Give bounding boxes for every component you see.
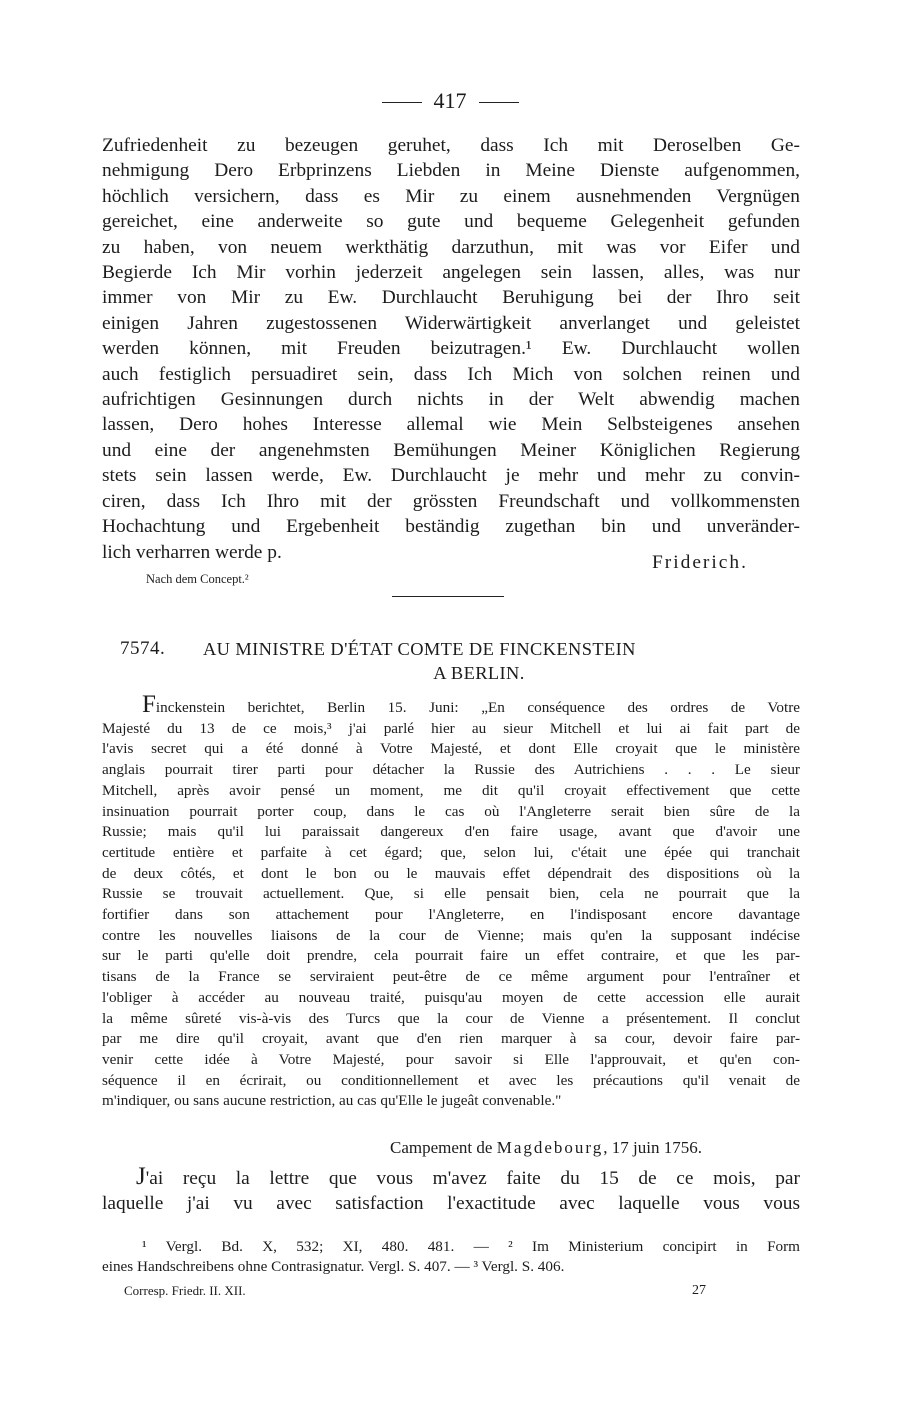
page-header	[0, 88, 900, 114]
text-line: par me dire qu'il croyait, avant que d'en rien marquer à sa cour, devoir faire par-	[102, 1030, 800, 1048]
text-line: l'obliger à accéder au nouveau traité, puisqu'au moyen de cette accession elle aurait	[102, 988, 800, 1006]
text-line: lassen, Dero hohes Interesse allemal wie Mein Selbsteigenes ansehen	[102, 414, 800, 436]
text-line: séquence il en écrirait, ou conditionnellement et avec les précautions qu'il venait de	[102, 1071, 800, 1089]
dateline-date: , 17 juin 1756.	[603, 1138, 702, 1157]
text-fragment: 'ai reçu la lettre que vous m'avez faite du 15 de ce mois, par	[145, 1168, 800, 1189]
footnotes	[102, 1237, 800, 1277]
text-line: Majesté du 13 de ce mois,³ j'ai parlé hier au sieur Mitchell et lui ai fait part de	[102, 719, 800, 737]
text-line: einigen Jahren zugestossenen Widerwärtigkeit anverlanget und geleistet	[102, 312, 800, 334]
text-line: la même sûreté vis-à-vis des Turcs que la cour de Vienne a présentement. Il conclut	[102, 1009, 800, 1027]
text-line	[102, 691, 800, 719]
text-line: und eine der angenehmsten Bemühungen Meiner Königlichen Regierung	[102, 439, 800, 461]
letter-body-french	[102, 1164, 800, 1217]
text-line: gereichet, eine anderweite so gute und bequeme Gelegenheit gefunden	[102, 211, 800, 233]
text-line: Russie; mais qu'il lui paraissait dangereux d'en faire usage, avant que d'avoir une	[102, 823, 800, 841]
footer-signature-mark: Corresp. Friedr. II. XII.	[124, 1283, 246, 1298]
text-line: Zufriedenheit zu bezeugen geruhet, dass Ich mit Deroselben Ge-	[102, 135, 800, 156]
text-line: certitude entière et parfaite à cet égard; que, selon lui, c'était une épée qui tranchait	[102, 843, 800, 861]
text-line: zu haben, von neuem werkthätig darzuthun, mit was vor Eifer und	[102, 236, 800, 258]
heading-line: AU MINISTRE D'ÉTAT COMTE DE FINCKENSTEIN	[203, 639, 636, 659]
text-line: aufrichtigen Gesinnungen durch nichts in der Welt abwendig machen	[102, 389, 800, 411]
header-rule-left	[382, 102, 422, 103]
text-fragment: inckenstein berichtet, Berlin 15. Juni: „En conséquence des ordres de Votre	[155, 699, 800, 716]
signature: Friderich.	[652, 552, 748, 573]
text-line: Begierde Ich Mir vorhin jederzeit angelegen sein lassen, alles, was nur	[102, 262, 800, 284]
initial-letter: J	[136, 1163, 146, 1190]
text-line: m'indiquer, ou sans aucune restriction, au cas qu'Elle le jugeât convenable."	[102, 1092, 562, 1110]
section-divider	[392, 596, 504, 597]
text-line: auch festiglich persuadiret sein, dass Ich Mich von solchen reinen und	[102, 363, 800, 385]
dateline	[390, 1138, 702, 1158]
text-line: immer von Mir zu Ew. Durchlaucht Beruhigung bei der Ihro seit	[102, 287, 800, 309]
text-line: laquelle j'ai vu avec satisfaction l'exactitude avec laquelle vous vous	[102, 1193, 800, 1215]
letter-number: 7574.	[120, 638, 166, 659]
header-rule-right	[479, 102, 519, 103]
text-line: de deux côtés, et dont le bon ou le mauvais effet dépendrait des dispositions où la	[102, 864, 800, 882]
text-line: Hochachtung und Ergebenheit beständig zugethan bin und unveränder-	[102, 516, 800, 538]
text-line: l'avis secret qui a été donné à Votre Majesté, et dont Elle croyait que le ministère	[102, 740, 800, 758]
text-line: venir cette idée à Votre Majesté, pour savoir si Elle l'approuvait, et qu'en con-	[102, 1050, 800, 1068]
letter-heading	[203, 637, 777, 685]
text-line: lich verharren werde p.	[102, 541, 282, 563]
text-line: sur le parti qu'elle doit prendre, cela pourrait faire un effet contraire, et que les par-	[102, 947, 800, 965]
footnote-line: eines Handschreibens ohne Contrasignatur. Vergl. S. 407. — ³ Vergl. S. 406.	[102, 1258, 565, 1275]
heading-line: A BERLIN.	[433, 663, 525, 683]
dateline-prefix: Campement de	[390, 1138, 497, 1157]
text-line: contre les nouvelles liaisons de la cour de Vienne; mais qu'en la supposant indécise	[102, 926, 800, 944]
text-line: anglais pourrait tirer parti pour détacher la Russie des Autrichiens . . . Le sieur	[102, 761, 800, 779]
text-line: Russie se trouvait actuellement. Que, si elle pensait bien, cela ne pourrait que la	[102, 885, 800, 903]
footer-sheet-number: 27	[692, 1283, 706, 1298]
footnote-line: ¹ Vergl. Bd. X, 532; XI, 480. 481. — ² Im Ministerium concipirt in Form	[142, 1238, 800, 1255]
report-summary	[102, 691, 800, 1112]
page-number: 417	[433, 88, 467, 113]
letter-body-german	[102, 133, 800, 565]
text-line: fortifier dans son attachement pour l'Angleterre, en l'indisposant encore davantage	[102, 906, 800, 924]
text-line: werden können, mit Freuden beizutragen.¹ Ew. Durchlaucht wollen	[102, 338, 800, 360]
text-line	[102, 1164, 800, 1191]
text-line: nehmigung Dero Erbprinzens Liebden in Meine Dienste aufgenommen,	[102, 160, 800, 182]
text-line: tisans de la France se serviraient peut-être de ce même argument pour l'entraîner et	[102, 968, 800, 986]
text-line: höchlich versichern, dass es Mir zu einem ausnehmenden Vergnügen	[102, 185, 800, 207]
text-line: ciren, dass Ich Ihro mit der grössten Freundschaft und vollkommensten	[102, 490, 800, 512]
source-note: Nach dem Concept.²	[146, 572, 249, 586]
dateline-place: Magdebourg	[496, 1138, 604, 1157]
initial-letter: F	[142, 691, 156, 718]
text-line: insinuation pourrait porter coup, dans le cas où l'Angleterre serait bien sûre de la	[102, 802, 800, 820]
text-line: Mitchell, après avoir pensé un moment, me dit qu'il croyait effectivement que cette	[102, 781, 800, 799]
text-line: stets sein lassen werde, Ew. Durchlaucht je mehr und mehr zu convin-	[102, 465, 800, 487]
